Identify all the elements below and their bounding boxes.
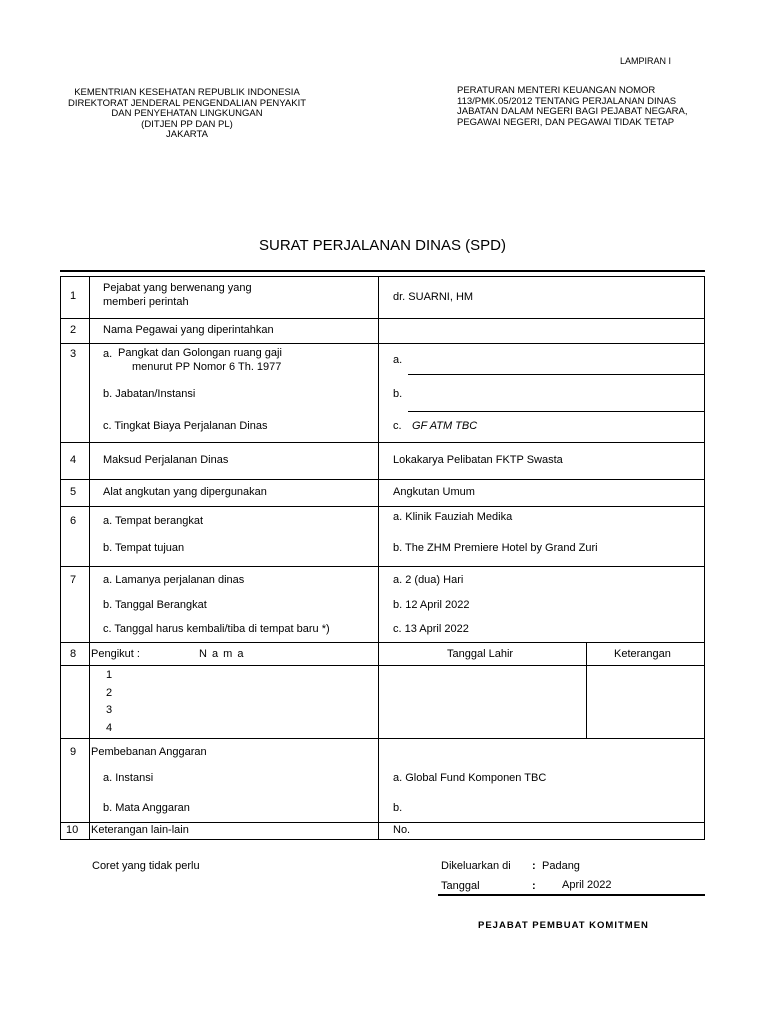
budget-agency-label: a. Instansi [103, 772, 154, 784]
column-divider [378, 276, 379, 840]
travel-cost-level-value: GF ATM TBC [412, 420, 478, 432]
ministry-line: (DITJEN PP DAN PL) [141, 118, 233, 130]
table-border [704, 276, 705, 840]
row-number: 6 [70, 515, 77, 527]
strike-out-note: Coret yang tidak perlu [92, 860, 200, 872]
follower-number: 1 [106, 669, 113, 681]
budget-charge-label: Pembebanan Anggaran [91, 746, 207, 758]
followers-birthdate-header: Tanggal Lahir [447, 648, 514, 660]
position-agency-marker: b. [393, 388, 403, 400]
row-number: 10 [66, 824, 79, 836]
document-title: SURAT PERJALANAN DINAS (SPD) [259, 237, 506, 254]
ministry-line: KEMENTRIAN KESEHATAN REPUBLIK INDONESIA [74, 87, 300, 98]
travel-cost-level-label: c. Tingkat Biaya Perjalanan Dinas [103, 420, 268, 432]
trip-duration-label: a. Lamanya perjalanan dinas [103, 574, 245, 586]
issue-date-value: April 2022 [562, 879, 612, 891]
row-divider [60, 343, 705, 344]
regulation-line: JABATAN DALAM NEGERI BAGI PEJABAT NEGARA, [457, 106, 688, 117]
travel-cost-level-marker: c. [393, 420, 402, 432]
departure-date-value: b. 12 April 2022 [393, 599, 470, 611]
issued-at-label: Dikeluarkan di [441, 860, 511, 872]
rank-grade-underline [408, 374, 704, 375]
rank-grade-label: menurut PP Nomor 6 Th. 1977 [132, 361, 282, 373]
rank-grade-marker: a. [393, 354, 403, 366]
row-divider [60, 506, 705, 507]
regulation-line: PERATURAN MENTERI KEUANGAN NOMOR [457, 85, 656, 96]
budget-agency-value: a. Global Fund Komponen TBC [393, 772, 547, 784]
signatory-title: PEJABAT PEMBUAT KOMITMEN [478, 920, 649, 931]
trip-purpose-value: Lokakarya Pelibatan FKTP Swasta [393, 454, 563, 466]
position-agency-label: b. Jabatan/Instansi [103, 388, 196, 400]
issue-date-label: Tanggal [441, 880, 480, 892]
regulation-line: PEGAWAI NEGERI, DAN PEGAWAI TIDAK TETAP [457, 116, 675, 128]
issued-at-colon: : [532, 860, 536, 872]
followers-label: Pengikut : [91, 648, 140, 660]
followers-name-header: N a m a [199, 648, 245, 660]
budget-account-label: b. Mata Anggaran [103, 802, 190, 814]
row-divider [60, 738, 705, 739]
return-date-value: c. 13 April 2022 [393, 623, 469, 635]
departure-date-label: b. Tanggal Berangkat [103, 599, 207, 611]
attachment-label: LAMPIRAN I [620, 56, 672, 66]
rank-grade-prefix: a. [103, 348, 113, 360]
transport-label: Alat angkutan yang dipergunakan [103, 486, 267, 498]
ministry-line: DAN PENYEHATAN LINGKUNGAN [111, 108, 263, 119]
departure-place-value: a. Klinik Fauziah Medika [393, 511, 513, 523]
row-number: 5 [70, 486, 77, 498]
row-divider [60, 318, 705, 319]
authorizing-official-label: Pejabat yang berwenang yang [103, 282, 252, 294]
employee-name-label: Nama Pegawai yang diperintahkan [103, 324, 274, 336]
row-number: 3 [70, 348, 77, 360]
other-notes-value: No. [393, 824, 411, 836]
destination-label: b. Tempat tujuan [103, 542, 185, 554]
issued-at-value: Padang [542, 860, 580, 872]
column-divider [89, 276, 90, 840]
ministry-line: JAKARTA [166, 129, 208, 140]
trip-duration-value: a. 2 (dua) Hari [393, 574, 464, 586]
row-divider [60, 442, 705, 443]
departure-place-label: a. Tempat berangkat [103, 515, 204, 527]
return-date-label: c. Tanggal harus kembali/tiba di tempat baru *) [103, 623, 330, 635]
row-divider [60, 822, 705, 823]
followers-notes-header: Keterangan [614, 648, 671, 660]
table-border [60, 839, 705, 840]
row-number: 1 [70, 290, 77, 302]
destination-value: b. The ZHM Premiere Hotel by Grand Zuri [393, 542, 598, 554]
trip-purpose-label: Maksud Perjalanan Dinas [103, 454, 229, 466]
row-divider [60, 479, 705, 480]
budget-account-value: b. [393, 802, 403, 814]
table-border [60, 276, 61, 840]
row-number: 7 [70, 574, 77, 586]
issue-date-rule [438, 894, 705, 896]
row-number: 2 [70, 324, 77, 336]
rank-grade-label: Pangkat dan Golongan ruang gaji [118, 347, 282, 359]
column-divider [586, 642, 587, 739]
table-border [60, 276, 705, 277]
row-divider [60, 566, 705, 567]
row-divider [60, 665, 705, 666]
follower-number: 2 [106, 687, 113, 699]
follower-number: 3 [106, 704, 113, 716]
transport-value: Angkutan Umum [393, 486, 475, 498]
regulation-line: 113/PMK.05/2012 TENTANG PERJALANAN DINAS [457, 95, 677, 107]
row-number: 8 [70, 648, 77, 660]
row-number: 9 [70, 746, 77, 758]
position-agency-underline [408, 411, 704, 412]
row-number: 4 [70, 454, 77, 466]
follower-number: 4 [106, 722, 113, 734]
ministry-line: DIREKTORAT JENDERAL PENGENDALIAN PENYAKIT [67, 97, 307, 109]
row-divider [60, 642, 705, 643]
issue-date-colon: : [532, 880, 536, 892]
authorizing-official-label: memberi perintah [103, 296, 189, 308]
authorizing-official-value: dr. SUARNI, HM [393, 291, 474, 303]
other-notes-label: Keterangan lain-lain [91, 824, 189, 836]
